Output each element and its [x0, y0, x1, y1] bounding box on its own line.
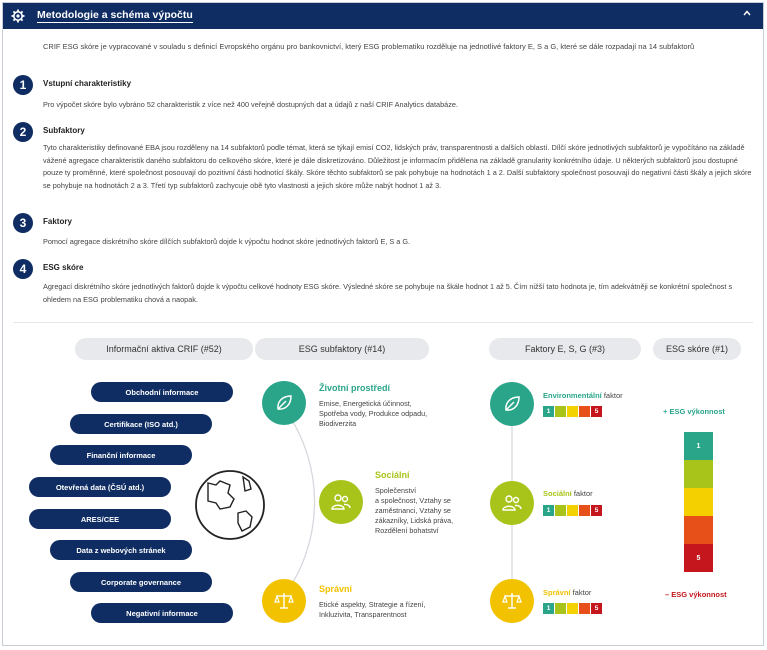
subfactor-title: Sociální [375, 470, 410, 480]
column-header-esg-score: ESG skóre (#1) [653, 338, 741, 360]
column-header-subfactors: ESG subfaktory (#14) [255, 338, 429, 360]
step-body: Pro výpočet skóre bylo vybráno 52 charakteristik z více než 400 veřejně dostupných dat a údajů z naší CRIF Analytics databáze. [43, 100, 458, 109]
step-number: 1 [13, 75, 33, 95]
step-body: Tyto charakteristiky definované EBA jsou rozděleny na 14 subfaktorů podle témat, která se týkají emisí CO2, lidských práv, transparentnosti a dalších oblastí. Dílčí skóre jednotlivých subfaktorů je vypočítáno na základě vážené agregace charakteristik daného subfaktoru do celkového skóre, které je dále diskretizováno. Důležitost je informacím přidělena na základě granularity konkrétního údaje. U některých subfaktorů jsou dostupné pouze ty proměnné, které společnost posouvají do pozitivní části hodnotící škály. Skóre těchto subfaktorů se pak pohybuje na hodnotách 1 a 2. Další subfaktory společnost posouvají do negativní části škály a jejich skóre se pohybuje na hodnotách 2 a 3. Třetí typ subfaktorů zachycuje obě tyto vlastnosti a jejich skóre může nabýt hodnot 1 až 3. [43, 143, 752, 190]
scales-icon [501, 590, 523, 612]
source-pill: ARES/CEE [29, 509, 171, 529]
intro-text: CRIF ESG skóre je vypracované v souladu s definicí Evropského orgánu pro bankovnictví, který ESG problematiku rozděluje na jednotlivé faktory E, S a G, které se dále rozpadají na 14 subfaktorů [43, 42, 695, 51]
leaf-icon [273, 392, 295, 414]
esg-score-bar: 5 [684, 544, 713, 572]
step-number: 3 [13, 213, 33, 233]
step-body: Agregací diskrétního skóre jednotlivých faktorů dojde k výpočtu celkové hodnoty ESG skóre. Výsledné skóre se pohybuje na škále hodnot 1 až 5. Čím nižší tato hodnota je, tím adekvátněji se konkrétní společnost s ohledem na ESG problematiku chová a naopak. [43, 282, 733, 304]
source-pill: Negativní informace [91, 603, 233, 623]
subfactor-desc: Etické aspekty, Strategie a řízení, Inkluzivita, Transparentnost [319, 600, 426, 619]
esg-score-bar [684, 516, 713, 544]
step-number: 4 [13, 259, 33, 279]
factor-label: Sociální faktor [543, 489, 593, 498]
globe-icon [196, 471, 264, 539]
esg-score-bar: 1 [684, 432, 713, 460]
social-factor-circle [490, 481, 534, 525]
people-icon [330, 491, 352, 513]
esg-minus-label: – ESG výkonnost [665, 590, 727, 599]
step-title: ESG skóre [43, 263, 84, 272]
column-header-factors: Faktory E, S, G (#3) [489, 338, 641, 360]
factor-scale: 1 5 [543, 505, 603, 516]
esg-score-bar [684, 460, 713, 488]
scales-icon [273, 590, 295, 612]
source-pill: Obchodní informace [91, 382, 233, 402]
esg-plus-label: + ESG výkonnost [663, 407, 725, 416]
step-number: 2 [13, 122, 33, 142]
governance-subfactor-circle [262, 579, 306, 623]
column-header-sources: Informační aktiva CRIF (#52) [75, 338, 253, 360]
factor-label: Správní faktor [543, 588, 592, 597]
subfactor-title: Správní [319, 584, 353, 594]
subfactor-title: Životní prostředí [319, 383, 391, 393]
subfactor-desc: Společenství a společnost, Vztahy se zaměstnanci, Vztahy se zákazníky, Lidská práva, Rozdělení bohatství [375, 486, 454, 535]
social-subfactor-circle [319, 480, 363, 524]
source-pill: Corporate governance [70, 572, 212, 592]
factor-scale: 1 5 [543, 603, 603, 614]
step-title: Faktory [43, 217, 72, 226]
methodology-panel [2, 2, 764, 646]
panel-title: Metodologie a schéma výpočtu [37, 9, 193, 21]
factor-scale: 1 5 [543, 406, 603, 417]
governance-factor-circle [490, 579, 534, 623]
step-body: Pomocí agregace diskrétního skóre dílčích subfaktorů dojde k výpočtu hodnot skóre jednotlivých faktorů E, S a G. [43, 237, 411, 246]
subfactor-desc: Emise, Energetická účinnost, Spotřeba vody, Produkce odpadu, Biodiverzita [319, 399, 428, 428]
factor-label: Environmentální faktor [543, 391, 623, 400]
source-pill: Data z webových stránek [50, 540, 192, 560]
source-pill: Finanční informace [50, 445, 192, 465]
people-icon [501, 492, 523, 514]
step-title: Vstupní charakteristiky [43, 79, 132, 88]
source-pill: Otevřená data (ČSÚ atd.) [29, 477, 171, 497]
environmental-factor-circle [490, 382, 534, 426]
source-pill: Certifikace (ISO atd.) [70, 414, 212, 434]
step-title: Subfaktory [43, 126, 85, 135]
environment-subfactor-circle [262, 381, 306, 425]
leaf-icon [501, 393, 523, 415]
esg-score-bar [684, 488, 713, 516]
